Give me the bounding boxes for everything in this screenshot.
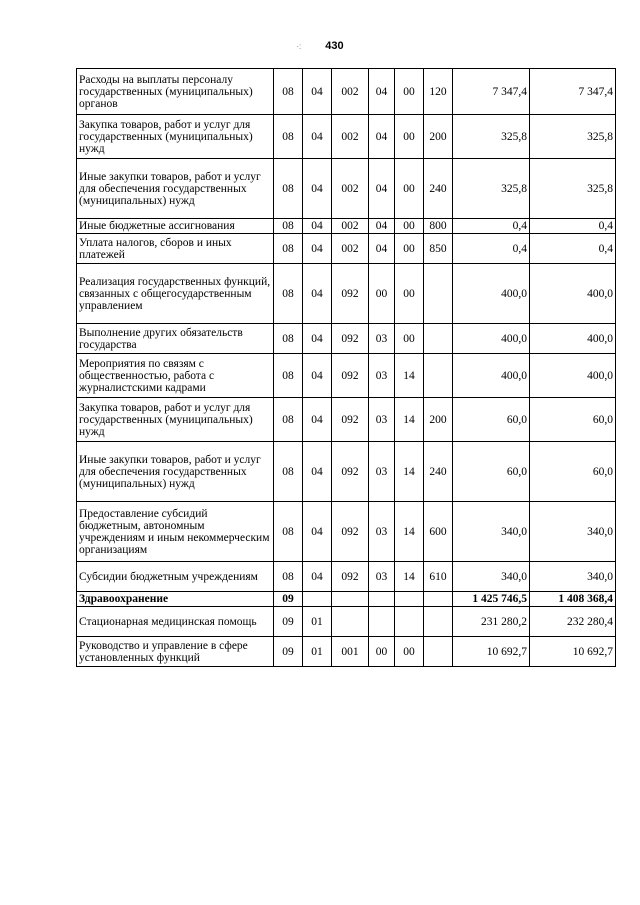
target-article-code-3: 00 (395, 69, 424, 115)
target-article-code-3: 00 (395, 219, 424, 234)
amount-year-2: 10 692,7 (530, 637, 616, 667)
subsection-code: 04 (303, 354, 332, 398)
amount-year-1: 400,0 (453, 264, 530, 324)
subsection-code: 04 (303, 562, 332, 592)
target-article-code-1: 002 (332, 219, 369, 234)
amount-year-1: 10 692,7 (453, 637, 530, 667)
section-code: 09 (274, 592, 303, 607)
table-row (77, 69, 616, 115)
section-code: 09 (274, 637, 303, 667)
section-code: 08 (274, 69, 303, 115)
amount-year-2: 1 408 368,4 (530, 592, 616, 607)
expense-type-code: 200 (424, 398, 453, 442)
target-article-code-1: 002 (332, 115, 369, 159)
row-name: Реализация государственных функций, связанных с общегосударственным управлением (77, 264, 274, 324)
section-code: 08 (274, 502, 303, 562)
expense-type-code: 850 (424, 234, 453, 264)
row-name: Закупка товаров, работ и услуг для государственных (муниципальных) нужд (77, 115, 274, 159)
amount-year-1: 400,0 (453, 324, 530, 354)
target-article-code-2: 03 (369, 562, 395, 592)
section-code: 08 (274, 398, 303, 442)
table-row (77, 562, 616, 592)
target-article-code-1: 092 (332, 354, 369, 398)
amount-year-1: 60,0 (453, 398, 530, 442)
subsection-code: 04 (303, 324, 332, 354)
subsection-code: 04 (303, 115, 332, 159)
amount-year-2: 7 347,4 (530, 69, 616, 115)
subsection-code: 04 (303, 234, 332, 264)
amount-year-2: 325,8 (530, 115, 616, 159)
section-code: 08 (274, 115, 303, 159)
section-code: 08 (274, 354, 303, 398)
expense-type-code: 600 (424, 502, 453, 562)
section-code: 08 (274, 234, 303, 264)
amount-year-1: 340,0 (453, 562, 530, 592)
table-row (77, 592, 616, 607)
expense-type-code: 120 (424, 69, 453, 115)
target-article-code-2: 04 (369, 69, 395, 115)
table-row (77, 159, 616, 219)
target-article-code-3: 14 (395, 354, 424, 398)
expense-type-code (424, 607, 453, 637)
expense-type-code (424, 354, 453, 398)
target-article-code-1: 092 (332, 562, 369, 592)
row-name: Руководство и управление в сфере установленных функций (77, 637, 274, 667)
amount-year-2: 340,0 (530, 502, 616, 562)
target-article-code-3: 14 (395, 442, 424, 502)
expense-type-code: 800 (424, 219, 453, 234)
target-article-code-2 (369, 592, 395, 607)
table-row (77, 354, 616, 398)
row-name: Иные закупки товаров, работ и услуг для обеспечения государственных (муниципальных) нужд (77, 442, 274, 502)
amount-year-1: 325,8 (453, 159, 530, 219)
target-article-code-3: 00 (395, 637, 424, 667)
amount-year-1: 0,4 (453, 234, 530, 264)
subsection-code (303, 592, 332, 607)
expense-type-code (424, 637, 453, 667)
target-article-code-2: 04 (369, 115, 395, 159)
target-article-code-3: 14 (395, 398, 424, 442)
target-article-code-1: 092 (332, 502, 369, 562)
expense-type-code: 610 (424, 562, 453, 592)
row-name: Иные закупки товаров, работ и услуг для обеспечения государственных (муниципальных) нужд (77, 159, 274, 219)
table-row (77, 234, 616, 264)
amount-year-2: 60,0 (530, 442, 616, 502)
target-article-code-1: 001 (332, 637, 369, 667)
target-article-code-2: 00 (369, 264, 395, 324)
target-article-code-2: 03 (369, 324, 395, 354)
row-name: Здравоохранение (77, 592, 274, 607)
amount-year-2: 0,4 (530, 219, 616, 234)
expense-type-code (424, 324, 453, 354)
table-row (77, 442, 616, 502)
target-article-code-3 (395, 592, 424, 607)
target-article-code-2: 03 (369, 502, 395, 562)
row-name: Расходы на выплаты персоналу государственных (муниципальных) органов (77, 69, 274, 115)
amount-year-2: 400,0 (530, 354, 616, 398)
expense-type-code: 200 (424, 115, 453, 159)
target-article-code-3: 00 (395, 115, 424, 159)
section-code: 08 (274, 562, 303, 592)
section-code: 08 (274, 219, 303, 234)
target-article-code-3: 00 (395, 234, 424, 264)
amount-year-2: 232 280,4 (530, 607, 616, 637)
budget-table (76, 68, 616, 667)
subsection-code: 04 (303, 264, 332, 324)
target-article-code-2 (369, 607, 395, 637)
amount-year-1: 340,0 (453, 502, 530, 562)
table-row (77, 264, 616, 324)
target-article-code-3: 00 (395, 324, 424, 354)
amount-year-2: 400,0 (530, 264, 616, 324)
target-article-code-1: 002 (332, 159, 369, 219)
section-code: 08 (274, 264, 303, 324)
target-article-code-2: 03 (369, 354, 395, 398)
target-article-code-2: 00 (369, 637, 395, 667)
target-article-code-2: 04 (369, 234, 395, 264)
amount-year-2: 325,8 (530, 159, 616, 219)
expense-type-code: 240 (424, 159, 453, 219)
target-article-code-1: 002 (332, 69, 369, 115)
subsection-code: 01 (303, 637, 332, 667)
amount-year-1: 7 347,4 (453, 69, 530, 115)
target-article-code-2: 04 (369, 159, 395, 219)
subsection-code: 04 (303, 502, 332, 562)
table-row (77, 398, 616, 442)
row-name: Закупка товаров, работ и услуг для государственных (муниципальных) нужд (77, 398, 274, 442)
row-name: Уплата налогов, сборов и иных платежей (77, 234, 274, 264)
table-row (77, 637, 616, 667)
amount-year-1: 325,8 (453, 115, 530, 159)
page-number (0, 40, 640, 52)
table-row (77, 502, 616, 562)
subsection-code: 04 (303, 69, 332, 115)
table-row (77, 219, 616, 234)
target-article-code-1 (332, 592, 369, 607)
amount-year-2: 0,4 (530, 234, 616, 264)
target-article-code-3: 00 (395, 264, 424, 324)
target-article-code-1: 092 (332, 264, 369, 324)
expense-type-code: 240 (424, 442, 453, 502)
target-article-code-3: 14 (395, 562, 424, 592)
page-number-text: 430 (325, 40, 344, 52)
target-article-code-3: 14 (395, 502, 424, 562)
table-row (77, 324, 616, 354)
target-article-code-2: 03 (369, 442, 395, 502)
table-row (77, 607, 616, 637)
expense-type-code (424, 264, 453, 324)
row-name: Субсидии бюджетным учреждениям (77, 562, 274, 592)
target-article-code-1: 002 (332, 234, 369, 264)
amount-year-1: 231 280,2 (453, 607, 530, 637)
subsection-code: 04 (303, 219, 332, 234)
row-name: Иные бюджетные ассигнования (77, 219, 274, 234)
amount-year-1: 400,0 (453, 354, 530, 398)
target-article-code-3 (395, 607, 424, 637)
section-code: 08 (274, 324, 303, 354)
expense-type-code (424, 592, 453, 607)
row-name: Выполнение других обязательств государства (77, 324, 274, 354)
subsection-code: 04 (303, 442, 332, 502)
row-name: Стационарная медицинская помощь (77, 607, 274, 637)
subsection-code: 04 (303, 398, 332, 442)
target-article-code-1: 092 (332, 324, 369, 354)
section-code: 09 (274, 607, 303, 637)
row-name: Мероприятия по связям с общественностью, работа с журналистскими кадрами (77, 354, 274, 398)
target-article-code-1 (332, 607, 369, 637)
amount-year-1: 1 425 746,5 (453, 592, 530, 607)
target-article-code-2: 03 (369, 398, 395, 442)
target-article-code-1: 092 (332, 398, 369, 442)
section-code: 08 (274, 442, 303, 502)
table-row (77, 115, 616, 159)
target-article-code-1: 092 (332, 442, 369, 502)
target-article-code-2: 04 (369, 219, 395, 234)
subsection-code: 01 (303, 607, 332, 637)
row-name: Предоставление субсидий бюджетным, автономным учреждениям и иным некоммерческим организациям (77, 502, 274, 562)
subsection-code: 04 (303, 159, 332, 219)
target-article-code-3: 00 (395, 159, 424, 219)
amount-year-2: 400,0 (530, 324, 616, 354)
amount-year-2: 60,0 (530, 398, 616, 442)
amount-year-2: 340,0 (530, 562, 616, 592)
section-code: 08 (274, 159, 303, 219)
amount-year-1: 60,0 (453, 442, 530, 502)
scan-mark: ·: (296, 42, 302, 51)
amount-year-1: 0,4 (453, 219, 530, 234)
